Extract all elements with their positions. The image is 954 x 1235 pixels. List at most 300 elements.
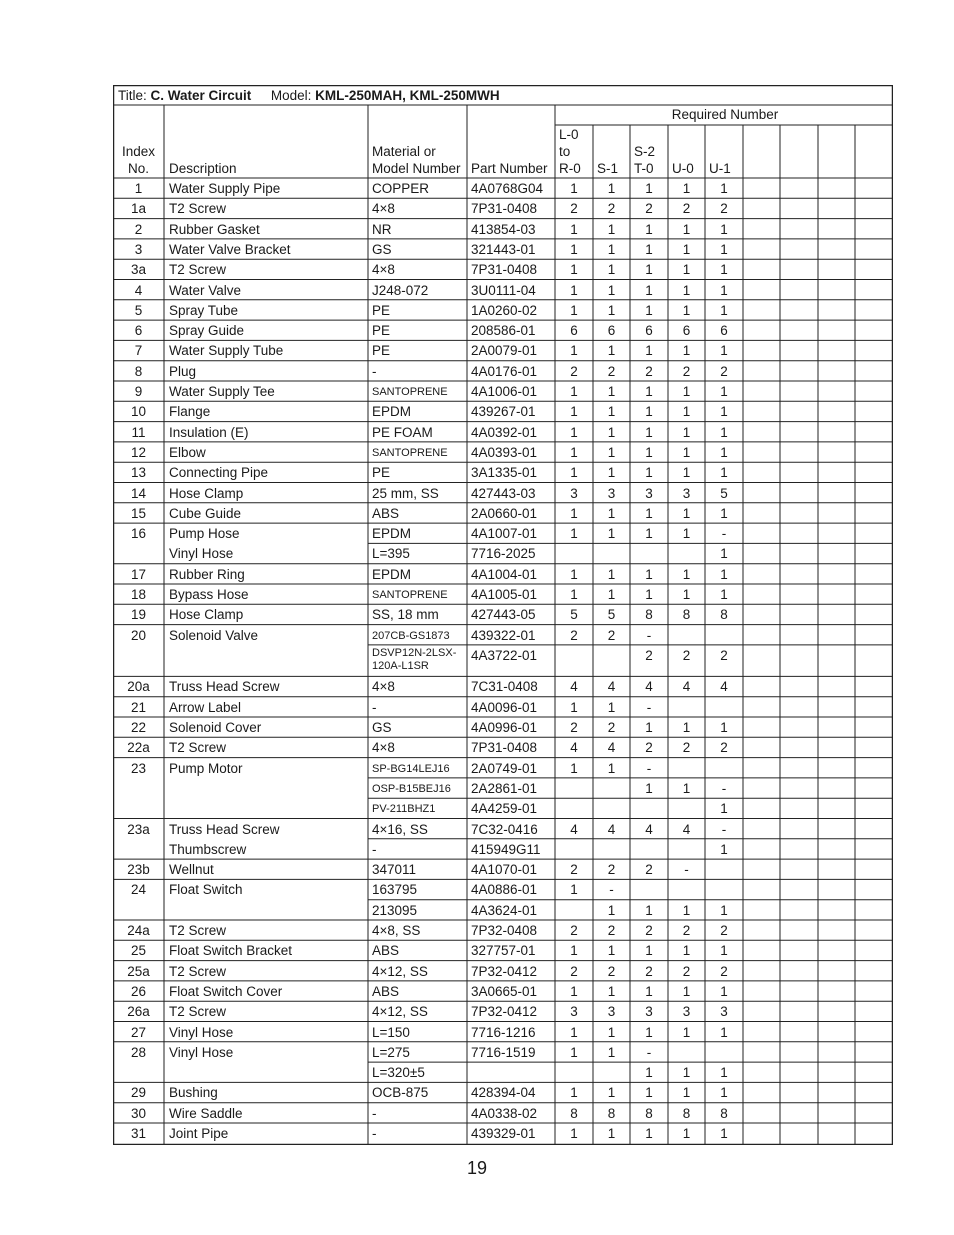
cell-quantity: 4 (607, 821, 616, 837)
cell-quantity: 1 (570, 1085, 578, 1101)
cell-quantity: 1 (645, 1126, 653, 1141)
cell-quantity: 2 (720, 201, 728, 217)
cell-index: 20 (130, 627, 147, 643)
cell-index: 18 (130, 587, 147, 602)
cell-quantity: 4 (682, 679, 691, 695)
cell-quantity: 1 (645, 720, 653, 735)
cell-quantity: 2 (682, 201, 691, 217)
cell-quantity: 1 (607, 262, 616, 278)
cell-quantity: 1 (570, 505, 578, 521)
cell-quantity: 1 (607, 384, 616, 399)
cell-quantity: 2 (682, 740, 691, 756)
cell-quantity: 3 (645, 1004, 653, 1020)
title-label: Title: (118, 88, 147, 103)
cell-material: - (372, 1105, 377, 1121)
cell-quantity: 1 (682, 1065, 691, 1081)
cell-description: Rubber Ring (169, 566, 245, 582)
cell-quantity: 6 (607, 323, 616, 339)
cell-description: Solenoid Valve (169, 627, 259, 643)
cell-quantity: 2 (682, 647, 691, 663)
cell-description: Water Supply Tee (169, 384, 275, 399)
cell-quantity: 8 (720, 607, 728, 623)
cell-quantity: 2 (570, 627, 578, 643)
cell-quantity: 1 (570, 943, 578, 959)
cell-quantity: 1 (682, 1024, 691, 1040)
cell-quantity: 1 (645, 1024, 653, 1040)
cell-quantity: 1 (645, 526, 653, 542)
cell-quantity: 2 (607, 963, 616, 979)
cell-quantity: 1 (607, 1126, 616, 1141)
header-part-number: Part Number (471, 161, 548, 176)
cell-index: 25 (130, 943, 147, 959)
cell-description: Vinyl Hose (169, 546, 234, 562)
cell-part-number: 4A1005-01 (471, 587, 538, 602)
cell-quantity: 1 (570, 1044, 578, 1060)
cell-part-number: 7P31-0408 (471, 740, 538, 756)
cell-index: 19 (130, 607, 147, 623)
cell-quantity: 1 (570, 424, 578, 440)
cell-part-number: 7P32-0412 (471, 963, 538, 979)
cell-quantity: 2 (645, 862, 653, 878)
model-label: Model: (270, 88, 312, 103)
cell-material: - (372, 363, 377, 379)
cell-quantity: 1 (570, 760, 578, 776)
cell-index: 16 (130, 526, 147, 542)
cell-index: 5 (134, 302, 143, 318)
cell-quantity: 4 (570, 740, 578, 756)
cell-material: EPDM (372, 404, 412, 420)
cell-index: 26a (127, 1004, 150, 1020)
cell-quantity: 1 (682, 424, 691, 440)
cell-quantity: - (684, 862, 689, 878)
cell-material: 207CB-GS1873 (372, 629, 450, 642)
cell-part-number: 3A1335-01 (471, 465, 538, 481)
cell-material: L=320±5 (372, 1065, 425, 1081)
cell-quantity: 1 (645, 1085, 653, 1101)
cell-description: Float Switch Bracket (169, 943, 293, 959)
table-title (118, 88, 500, 103)
cell-description: Cube Guide (169, 505, 242, 521)
header-model-2: S-2 (634, 144, 656, 159)
cell-quantity: 1 (720, 902, 728, 918)
cell-material: EPDM (372, 566, 412, 582)
cell-quantity: 1 (645, 587, 653, 602)
cell-quantity: 5 (570, 607, 578, 623)
cell-part-number: 7716-1519 (471, 1044, 536, 1060)
cell-quantity: 4 (645, 679, 653, 695)
cell-index: 27 (130, 1024, 147, 1040)
cell-quantity: 1 (720, 505, 728, 521)
cell-material: 4×12, SS (372, 963, 428, 979)
cell-part-number: 208586-01 (471, 323, 536, 339)
cell-quantity: 1 (607, 1085, 616, 1101)
cell-quantity: - (646, 627, 652, 643)
cell-quantity: 1 (720, 384, 728, 399)
header-model-0: L-0 (559, 127, 579, 142)
cell-quantity: 1 (570, 221, 578, 237)
cell-description: T2 Screw (169, 963, 227, 979)
cell-part-number: 4A0996-01 (471, 720, 538, 735)
cell-quantity: 1 (607, 983, 616, 999)
cell-index: 7 (134, 343, 143, 359)
cell-quantity: 1 (607, 526, 616, 542)
cell-material: OCB-875 (372, 1085, 429, 1101)
cell-index: 9 (134, 384, 143, 399)
cell-part-number: 428394-04 (471, 1085, 536, 1101)
cell-quantity: 2 (607, 862, 616, 878)
cell-material: 4×8 (372, 262, 395, 278)
cell-quantity: 1 (570, 526, 578, 542)
cell-quantity: 1 (720, 302, 728, 318)
cell-quantity: 1 (720, 444, 728, 460)
cell-quantity: 1 (607, 282, 616, 298)
cell-quantity: 2 (570, 923, 578, 938)
cell-material: J248-072 (372, 282, 429, 298)
cell-part-number: 2A0749-01 (471, 760, 538, 776)
header-model-1: S-1 (597, 161, 619, 176)
cell-quantity: 1 (570, 384, 578, 399)
cell-material: 4×8 (372, 740, 395, 756)
cell-quantity: 1 (682, 343, 691, 359)
cell-quantity: 1 (645, 241, 653, 257)
cell-quantity: 1 (682, 902, 691, 918)
cell-description: Connecting Pipe (169, 465, 269, 481)
parts-list-table (113, 85, 893, 1145)
cell-part-number: 7C31-0408 (471, 679, 538, 695)
header-required-number: Required Number (671, 107, 779, 122)
cell-description: Vinyl Hose (169, 1024, 234, 1040)
cell-quantity: 2 (682, 363, 691, 379)
cell-quantity: 1 (645, 343, 653, 359)
cell-part-number: 7P31-0408 (471, 262, 538, 278)
cell-quantity: 1 (570, 882, 578, 898)
cell-description: Water Valve Bracket (169, 241, 291, 257)
cell-quantity: 1 (720, 181, 728, 196)
cell-part-number: 4A3722-01 (471, 647, 538, 663)
cell-quantity: 1 (682, 221, 691, 237)
cell-description: T2 Screw (169, 740, 227, 756)
cell-part-number: 4A1004-01 (471, 566, 538, 582)
cell-material: SANTOPRENE (372, 446, 448, 459)
cell-material: SS, 18 mm (372, 607, 439, 623)
cell-quantity: 1 (645, 424, 653, 440)
cell-description: Vinyl Hose (169, 1044, 234, 1060)
cell-quantity: 2 (682, 963, 691, 979)
cell-quantity: 1 (682, 302, 691, 318)
cell-quantity: 2 (570, 363, 578, 379)
cell-quantity: 1 (607, 587, 616, 602)
cell-description: Water Supply Tube (169, 343, 284, 359)
header-model-0: R-0 (559, 161, 581, 176)
cell-quantity: 1 (720, 943, 728, 959)
header-material: Material or (372, 144, 436, 159)
cell-quantity: 1 (607, 1024, 616, 1040)
cell-part-number: 427443-03 (471, 485, 536, 501)
cell-material: SANTOPRENE (372, 386, 448, 398)
cell-quantity: 5 (720, 485, 728, 501)
cell-quantity: 2 (682, 923, 691, 938)
cell-index: 6 (134, 323, 143, 339)
cell-quantity: 8 (570, 1105, 578, 1121)
cell-quantity: 1 (607, 343, 616, 359)
cell-description: Truss Head Screw (169, 821, 280, 837)
cell-index: 3 (134, 241, 143, 257)
header-index: Index (121, 144, 156, 159)
cell-material: PE (372, 323, 391, 339)
cell-index: 23 (130, 760, 147, 776)
cell-quantity: 4 (570, 679, 578, 695)
cell-material: DSVP12N-2LSX- (372, 646, 457, 659)
cell-quantity: 1 (570, 282, 578, 298)
cell-description: T2 Screw (169, 923, 227, 938)
cell-index: 14 (130, 485, 147, 501)
cell-quantity: 3 (607, 1004, 616, 1020)
cell-material: 163795 (372, 882, 418, 898)
cell-quantity: 6 (682, 323, 691, 339)
cell-quantity: 1 (570, 404, 578, 420)
cell-quantity: 1 (645, 404, 653, 420)
cell-index: 25a (127, 963, 150, 979)
cell-quantity: 1 (607, 181, 616, 196)
cell-quantity: 1 (645, 181, 653, 196)
cell-material: - (372, 699, 377, 715)
cell-index: 2 (134, 221, 143, 237)
cell-index: 8 (134, 363, 143, 379)
cell-part-number: 413854-03 (471, 221, 536, 237)
cell-quantity: 2 (607, 923, 616, 938)
cell-description: Thumbscrew (169, 841, 247, 857)
cell-quantity: 3 (570, 485, 578, 501)
cell-index: 31 (130, 1126, 147, 1141)
cell-description: Plug (169, 363, 197, 379)
cell-quantity: 2 (720, 963, 728, 979)
cell-part-number: 7P32-0408 (471, 923, 538, 938)
cell-quantity: 1 (645, 1065, 653, 1081)
header-material: Model Number (372, 161, 461, 176)
header-model-0: to (559, 144, 571, 159)
cell-quantity: 2 (570, 963, 578, 979)
cell-quantity: 1 (720, 343, 728, 359)
cell-index: 22 (130, 720, 147, 735)
cell-description: Hose Clamp (169, 485, 244, 501)
header-model-3: U-0 (672, 161, 694, 176)
cell-description: Insulation (E) (169, 424, 249, 440)
cell-index: 17 (130, 566, 147, 582)
cell-quantity: 1 (682, 526, 691, 542)
cell-part-number: 3A0665-01 (471, 983, 538, 999)
cell-quantity: 1 (607, 465, 616, 481)
cell-quantity: 1 (682, 1085, 691, 1101)
cell-quantity: 2 (720, 923, 728, 938)
cell-quantity: 4 (570, 821, 578, 837)
cell-part-number: 4A0886-01 (471, 882, 538, 898)
cell-quantity: - (646, 1044, 652, 1060)
cell-part-number: 7716-1216 (471, 1024, 536, 1040)
cell-part-number: 4A1006-01 (471, 384, 538, 399)
cell-material: GS (372, 241, 392, 257)
cell-material: OSP-B15BEJ16 (372, 782, 451, 795)
cell-quantity: 1 (570, 343, 578, 359)
cell-quantity: 1 (607, 221, 616, 237)
cell-part-number: 2A0079-01 (471, 343, 538, 359)
cell-part-number: 439267-01 (471, 404, 536, 420)
cell-material: 25 mm, SS (372, 485, 439, 501)
cell-index: 24a (127, 923, 150, 938)
cell-quantity: 1 (645, 780, 653, 796)
cell-quantity: 1 (682, 262, 691, 278)
cell-quantity: 1 (645, 902, 653, 918)
cell-quantity: 1 (720, 546, 728, 562)
cell-description: Hose Clamp (169, 607, 244, 623)
cell-description: Truss Head Screw (169, 679, 280, 695)
cell-quantity: - (609, 882, 614, 898)
cell-index: 20a (127, 679, 150, 695)
cell-quantity: 1 (570, 587, 578, 602)
cell-quantity: 1 (720, 566, 728, 582)
cell-quantity: 1 (570, 241, 578, 257)
cell-index: 24 (130, 882, 147, 898)
cell-material: 4×8 (372, 679, 395, 695)
cell-quantity: 1 (682, 566, 691, 582)
cell-quantity: 2 (645, 740, 653, 756)
cell-index: 28 (130, 1044, 147, 1060)
cell-quantity: 1 (645, 505, 653, 521)
cell-material: 347011 (372, 862, 417, 878)
cell-description: Water Supply Pipe (169, 181, 281, 196)
cell-material: GS (372, 720, 392, 735)
cell-quantity: 4 (607, 679, 616, 695)
cell-quantity: 1 (570, 566, 578, 582)
cell-part-number: 439329-01 (471, 1126, 536, 1141)
cell-material: SANTOPRENE (372, 589, 448, 601)
cell-material: 120A-L1SR (372, 659, 429, 672)
cell-material: 213095 (372, 902, 418, 918)
cell-material: 4×8, SS (372, 923, 421, 938)
cell-quantity: 1 (682, 943, 691, 959)
cell-description: Flange (169, 404, 211, 420)
cell-quantity: 4 (682, 821, 691, 837)
cell-quantity: 2 (645, 201, 653, 217)
cell-quantity: 1 (720, 720, 728, 735)
cell-description: Bypass Hose (169, 587, 249, 602)
cell-part-number: 1A0260-02 (471, 302, 538, 318)
cell-quantity: 1 (607, 902, 616, 918)
cell-quantity: 1 (645, 465, 653, 481)
cell-quantity: 1 (720, 983, 728, 999)
cell-material: ABS (372, 505, 400, 521)
page-number: 19 (466, 1158, 488, 1178)
cell-quantity: 2 (570, 862, 578, 878)
cell-quantity: 8 (720, 1105, 728, 1121)
cell-material: - (372, 1126, 377, 1141)
cell-quantity: 1 (645, 566, 653, 582)
cell-quantity: 1 (682, 465, 691, 481)
cell-part-number: 4A3624-01 (471, 902, 538, 918)
cell-description: Float Switch Cover (169, 983, 283, 999)
cell-part-number: 2A2861-01 (471, 780, 538, 796)
cell-part-number: 427443-05 (471, 607, 536, 623)
cell-index: 11 (131, 424, 146, 440)
cell-index: 26 (130, 983, 147, 999)
cell-material: 4×12, SS (372, 1004, 428, 1020)
cell-description: Wire Saddle (169, 1105, 243, 1121)
cell-quantity: 4 (645, 821, 653, 837)
cell-quantity: 6 (720, 323, 728, 339)
cell-part-number: 7C32-0416 (471, 821, 538, 837)
cell-description: Wellnut (169, 862, 214, 878)
cell-quantity: 1 (682, 720, 691, 735)
cell-description: Bushing (169, 1085, 218, 1101)
cell-part-number: 7P31-0408 (471, 201, 538, 217)
cell-quantity: 1 (645, 302, 653, 318)
cell-quantity: 1 (720, 221, 728, 237)
cell-quantity: 1 (720, 841, 728, 857)
cell-quantity: - (646, 699, 652, 715)
cell-description: Water Valve (169, 282, 242, 298)
cell-description: Rubber Gasket (169, 221, 260, 237)
cell-index: 30 (130, 1105, 147, 1121)
header-model-2: T-0 (634, 161, 654, 176)
cell-quantity: 1 (607, 943, 616, 959)
cell-material: PE FOAM (372, 424, 433, 440)
cell-quantity: 1 (682, 384, 691, 399)
cell-quantity: 2 (645, 647, 653, 663)
cell-quantity: 4 (720, 679, 728, 695)
cell-quantity: 8 (607, 1105, 616, 1121)
cell-index: 15 (130, 505, 147, 521)
header-description: Description (169, 161, 237, 176)
cell-index: 4 (134, 282, 143, 298)
cell-description: Pump Hose (169, 526, 240, 542)
cell-description: Arrow Label (169, 699, 242, 715)
cell-quantity: 1 (645, 444, 653, 460)
cell-quantity: 1 (607, 302, 616, 318)
cell-quantity: 1 (570, 465, 578, 481)
cell-quantity: 1 (645, 384, 653, 399)
cell-quantity: 1 (570, 1024, 578, 1040)
cell-quantity: 2 (570, 720, 578, 735)
cell-material: EPDM (372, 526, 412, 542)
cell-quantity: 1 (645, 262, 653, 278)
cell-quantity: 1 (682, 505, 691, 521)
cell-part-number: 4A0176-01 (471, 363, 538, 379)
cell-quantity: 1 (720, 262, 728, 278)
cell-quantity: 1 (607, 505, 616, 521)
cell-description: Spray Guide (169, 323, 245, 339)
cell-quantity: 1 (645, 221, 653, 237)
cell-quantity: 2 (607, 627, 616, 643)
cell-quantity: 5 (607, 607, 616, 623)
cell-description: Solenoid Cover (169, 720, 262, 735)
cell-material: PE (372, 302, 391, 318)
cell-part-number: 4A1070-01 (471, 862, 538, 878)
cell-quantity: 1 (607, 760, 616, 776)
cell-part-number: 7P32-0412 (471, 1004, 538, 1020)
cell-quantity: 1 (645, 983, 653, 999)
cell-material: ABS (372, 983, 400, 999)
cell-quantity: - (646, 760, 652, 776)
cell-material: PV-211BHZ1 (372, 803, 436, 816)
cell-quantity: 2 (607, 201, 616, 217)
cell-quantity: 3 (682, 1004, 691, 1020)
cell-quantity: 1 (607, 1044, 616, 1060)
cell-part-number: 4A0096-01 (471, 699, 538, 715)
cell-quantity: 1 (607, 424, 616, 440)
cell-quantity: - (721, 821, 727, 837)
cell-part-number: 2A0660-01 (471, 505, 538, 521)
cell-quantity: 2 (607, 363, 616, 379)
cell-description: T2 Screw (169, 1004, 227, 1020)
